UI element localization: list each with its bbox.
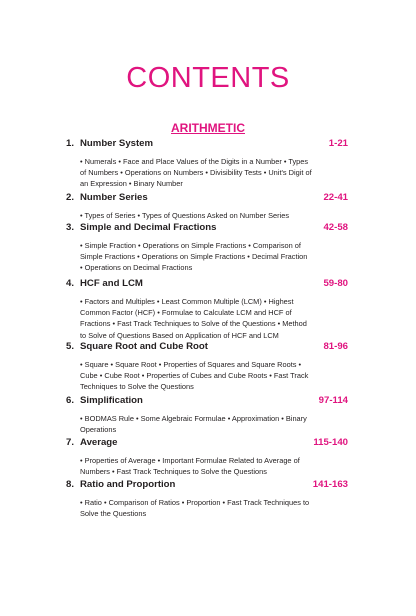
chapter-title[interactable]: Simplification bbox=[80, 395, 143, 406]
chapter-topics: • Types of Series • Types of Questions Asked on Number Series bbox=[80, 211, 290, 220]
chapter-title[interactable]: Ratio and Proportion bbox=[80, 479, 176, 490]
toc-entry-number-series[interactable] bbox=[66, 192, 348, 221]
toc-entry-average[interactable] bbox=[66, 437, 348, 477]
chapter-number: 4. bbox=[66, 278, 75, 289]
chapter-title[interactable]: Simple and Decimal Fractions bbox=[80, 222, 217, 233]
toc-entry-header bbox=[66, 222, 348, 236]
chapter-topics: • Square • Square Root • Properties of Squares and Square Roots • Cube • Cube Root • Properties of Cubes and Cube Roots • Fast Track Techniques to Solve the Questions bbox=[80, 360, 309, 392]
toc-entry-header bbox=[66, 395, 348, 409]
toc-entry-number-system[interactable] bbox=[66, 138, 348, 190]
chapter-page-range: 1-21 bbox=[328, 138, 348, 149]
chapter-topics: • Factors and Multiples • Least Common Multiple (LCM) • Highest Common Factor (HCF) • Formulae to Calculate LCM and HCF of Fractions • Fast Track Techniques to Solve of the Questions • Method to Solve of Questions Based on Application of HCF and LCM bbox=[80, 297, 307, 340]
chapter-title[interactable]: HCF and LCM bbox=[80, 278, 143, 289]
chapter-topics: • Ratio • Comparison of Ratios • Proportion • Fast Track Techniques to Solve the Questions bbox=[80, 498, 310, 519]
chapter-title[interactable]: Square Root and Cube Root bbox=[80, 341, 208, 352]
chapter-number: 8. bbox=[66, 479, 75, 490]
toc-entry-header bbox=[66, 341, 348, 355]
chapter-title[interactable]: Average bbox=[80, 437, 118, 448]
chapter-number: 6. bbox=[66, 395, 75, 406]
chapter-page-range: 97-114 bbox=[318, 395, 348, 406]
chapter-topics: • Simple Fraction • Operations on Simple Fractions • Comparison of Simple Fractions • Operations on Simple Fractions • Decimal Fraction • Operations on Decimal Fractions bbox=[80, 241, 308, 273]
chapter-page-range: 141-163 bbox=[312, 479, 348, 490]
chapter-title[interactable]: Number Series bbox=[80, 192, 148, 203]
toc-entry-simplification[interactable] bbox=[66, 395, 348, 435]
toc-entry-header bbox=[66, 192, 348, 206]
chapter-page-range: 59-80 bbox=[323, 278, 348, 289]
chapter-topics: • BODMAS Rule • Some Algebraic Formulae • Approximation • Binary Operations bbox=[80, 414, 307, 435]
chapter-number: 2. bbox=[66, 192, 75, 203]
toc-entry-square-cube-root[interactable] bbox=[66, 341, 348, 393]
toc-entry-ratio-proportion[interactable] bbox=[66, 479, 348, 519]
section-heading-arithmetic: ARITHMETIC bbox=[171, 121, 245, 135]
chapter-topics: • Numerals • Face and Place Values of the Digits in a Number • Types of Numbers • Operations on Numbers • Divisibility Tests • Unit's Digit of an Expression • Binary Number bbox=[80, 157, 312, 189]
chapter-topics: • Properties of Average • Important Formulae Related to Average of Numbers • Fast Track Techniques to Solve the Questions bbox=[80, 456, 300, 477]
toc-entry-header bbox=[66, 278, 348, 292]
toc-entry-header bbox=[66, 138, 348, 152]
chapter-page-range: 42-58 bbox=[323, 222, 348, 233]
toc-entry-header bbox=[66, 437, 348, 451]
chapter-number: 7. bbox=[66, 437, 75, 448]
chapter-page-range: 22-41 bbox=[323, 192, 348, 203]
toc-entry-hcf-lcm[interactable] bbox=[66, 278, 348, 341]
chapter-number: 1. bbox=[66, 138, 75, 149]
chapter-page-range: 81-96 bbox=[323, 341, 348, 352]
page-title: CONTENTS bbox=[126, 62, 290, 94]
chapter-page-range: 115-140 bbox=[313, 437, 348, 448]
chapter-number: 3. bbox=[66, 222, 75, 233]
toc-entry-header bbox=[66, 479, 348, 493]
chapter-number: 5. bbox=[66, 341, 75, 352]
toc-entry-simple-decimal-fractions[interactable] bbox=[66, 222, 348, 274]
chapter-title[interactable]: Number System bbox=[80, 138, 154, 149]
